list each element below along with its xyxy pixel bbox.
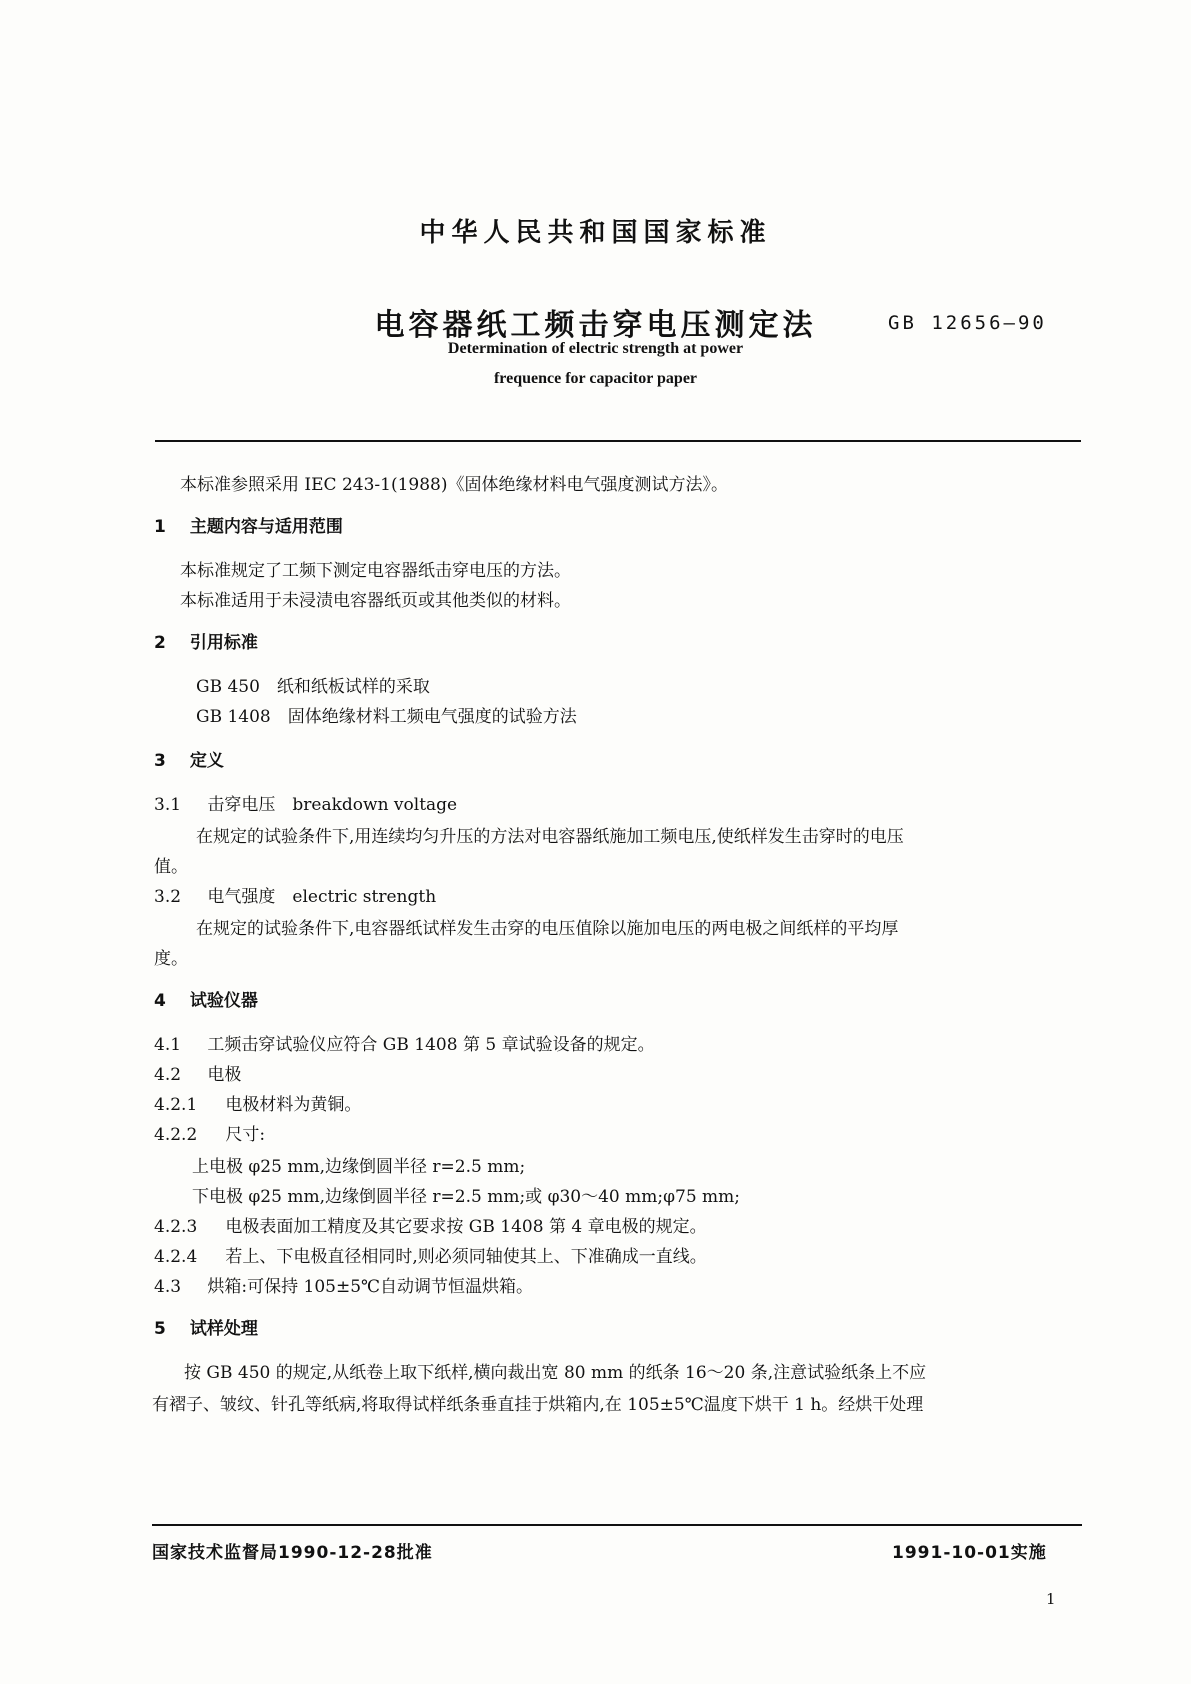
- english-title-line1: Determination of electric strength at power: [447, 340, 744, 357]
- section-4-number: 4: [154, 991, 166, 1011]
- intro-text: 本标准参照采用 IEC 243-1(1988)《固体绝缘材料电气强度测试方法》。: [180, 475, 728, 495]
- clause-4-1-text: 工频击穿试验仪应符合 GB 1408 第 5 章试验设备的规定。: [207, 1035, 655, 1055]
- section-1-title: 主题内容与适用范围: [189, 517, 343, 537]
- section-3-number: 3: [154, 751, 166, 771]
- section-5-title: 试样处理: [189, 1319, 258, 1339]
- section-1-heading: [154, 512, 343, 537]
- page-number: 1: [1046, 1590, 1056, 1608]
- clause-4-2-3: [154, 1212, 707, 1237]
- standard-title: 中华人民共和国国家标准: [419, 218, 772, 248]
- clause-4-2-2-text: 尺寸:: [225, 1125, 266, 1145]
- clause-4-3-number: 4.3: [154, 1277, 182, 1297]
- clause-3-2-number: 3.2: [154, 887, 182, 907]
- clause-4-2-4-text: 若上、下电极直径相同时,则必须同轴使其上、下准确成一直线。: [225, 1247, 707, 1267]
- reference-1: GB 450 纸和纸板试样的采取: [196, 677, 430, 697]
- section-1-number: 1: [154, 517, 166, 537]
- clause-4-3: [154, 1272, 533, 1297]
- section-1-para-1: 本标准规定了工频下测定电容器纸击穿电压的方法。: [180, 561, 571, 581]
- section-5-para-line-2: 有褶子、皱纹、针孔等纸病,将取得试样纸条垂直挂于烘箱内,在 105±5℃温度下烘干 1 h。经烘干处理: [152, 1395, 924, 1415]
- section-5-number: 5: [154, 1319, 166, 1339]
- english-title-line2: frequence for capacitor paper: [493, 370, 698, 387]
- clause-3-1-para-line-1: 在规定的试验条件下,用连续均匀升压的方法对电容器纸施加工频电压,使纸样发生击穿时的电压: [196, 827, 904, 847]
- clause-4-2-4-number: 4.2.4: [154, 1247, 198, 1267]
- footer-rule: [152, 1524, 1082, 1526]
- section-3-title: 定义: [189, 751, 224, 771]
- clause-3-1-number: 3.1: [154, 795, 182, 815]
- clause-3-2-para-line-1: 在规定的试验条件下,电容器纸试样发生击穿的电压值除以施加电压的两电极之间纸样的平均厚: [196, 919, 899, 939]
- section-4-heading: [154, 986, 258, 1011]
- clause-4-2-4: [154, 1242, 707, 1267]
- section-5-heading: [154, 1314, 258, 1339]
- clause-3-2-title: 电气强度 electric strength: [207, 887, 437, 907]
- clause-3-1-title: 击穿电压 breakdown voltage: [207, 795, 458, 815]
- section-2-heading: [154, 628, 258, 653]
- lower-electrode-spec: 下电极 φ25 mm,边缘倒圆半径 r=2.5 mm;或 φ30～40 mm;φ75 mm;: [192, 1187, 741, 1207]
- section-2-title: 引用标准: [189, 633, 258, 653]
- section-3-heading: [154, 746, 224, 771]
- upper-electrode-spec: 上电极 φ25 mm,边缘倒圆半径 r=2.5 mm;: [192, 1157, 526, 1177]
- clause-4-1-number: 4.1: [154, 1035, 182, 1055]
- clause-4-2-1: [154, 1090, 361, 1115]
- clause-4-2-1-text: 电极材料为黄铜。: [225, 1095, 362, 1115]
- clause-3-2-para-line-2: 度。: [154, 949, 188, 969]
- clause-4-1: [154, 1030, 655, 1055]
- clause-3-1-heading: [154, 790, 457, 815]
- reference-2: GB 1408 固体绝缘材料工频电气强度的试验方法: [196, 707, 577, 727]
- approval-note: 国家技术监督局1990-12-28批准: [152, 1543, 433, 1563]
- clause-4-2-number: 4.2: [154, 1065, 182, 1085]
- clause-4-2-2-number: 4.2.2: [154, 1125, 198, 1145]
- clause-4-3-text: 烘箱:可保持 105±5℃自动调节恒温烘箱。: [207, 1277, 534, 1297]
- doc-title: 电容器纸工频击穿电压测定法: [374, 308, 817, 343]
- clause-3-2-heading: [154, 882, 436, 907]
- clause-4-2-text: 电极: [207, 1065, 242, 1085]
- implementation-date: 1991-10-01实施: [892, 1543, 1047, 1563]
- section-2-number: 2: [154, 633, 166, 653]
- clause-4-2-3-text: 电极表面加工精度及其它要求按 GB 1408 第 4 章电极的规定。: [225, 1217, 707, 1237]
- doc-code: GB 12656—90: [888, 312, 1047, 334]
- clause-3-1-para-line-2: 值。: [154, 857, 188, 877]
- header-rule: [155, 440, 1081, 442]
- section-1-para-2: 本标准适用于未浸渍电容器纸页或其他类似的材料。: [180, 591, 571, 611]
- clause-4-2-2: [154, 1120, 265, 1145]
- section-4-title: 试验仪器: [189, 991, 258, 1011]
- section-5-para-line-1: 按 GB 450 的规定,从纸卷上取下纸样,横向裁出宽 80 mm 的纸条 16～20 条,注意试验纸条上不应: [184, 1363, 927, 1383]
- clause-4-2-3-number: 4.2.3: [154, 1217, 198, 1237]
- clause-4-2-1-number: 4.2.1: [154, 1095, 198, 1115]
- clause-4-2: [154, 1060, 241, 1085]
